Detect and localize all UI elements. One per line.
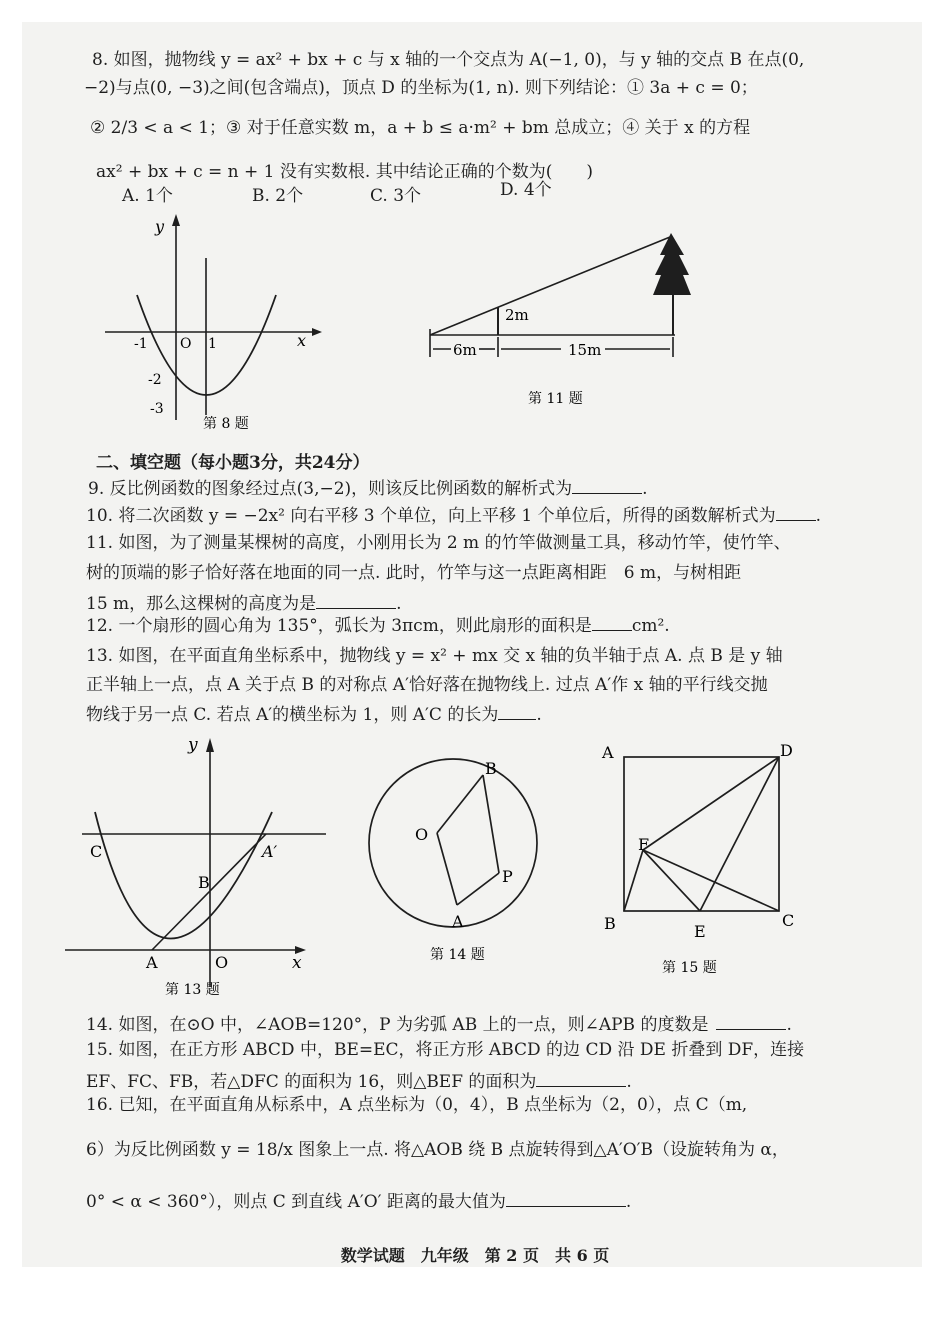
fig13-x-label: x [292, 953, 302, 973]
fig8-label-minus1: -1 [134, 336, 148, 352]
q13-line3-body: 物线于另一点 C. 若点 A′的横坐标为 1，则 A′C 的长为 [86, 705, 499, 725]
fig13-y-arrow [206, 738, 214, 752]
q13-line3: 物线于另一点 C. 若点 A′的横坐标为 1，则 A′C 的长为 . [86, 705, 542, 725]
fig14-chord-pa [457, 873, 499, 905]
q9-answer-blank [572, 477, 642, 494]
q10-body: 10. 将二次函数 y = −2x² 向右平移 3 个单位，向上平移 1 个单位后，所得的函数解析式为 [86, 506, 776, 526]
q13-answer-blank [498, 703, 536, 720]
fig13-label-b: B [198, 873, 210, 892]
q15-line2-body: EF、FC、FB，若△DFC 的面积为 16，则△BEF 的面积为 [86, 1072, 537, 1092]
fig15-label-c: C [782, 911, 795, 930]
fig11-far-label: 15m [568, 341, 602, 359]
fig14-caption: 第 14 题 [430, 947, 485, 963]
q12-answer-blank [592, 614, 632, 631]
q8-option-b: B. 2个 [252, 186, 304, 206]
q11-line3: 15 m，那么这棵树的高度为是 . [86, 594, 402, 614]
fig11-near-label: 6m [453, 341, 477, 359]
fig15-label-f: F [638, 835, 650, 854]
q11-line3-body: 15 m，那么这棵树的高度为是 [86, 594, 317, 614]
fig8-label-minus3: -3 [150, 401, 164, 417]
fig14-label-b: B [485, 759, 497, 778]
fig8-y-arrow [172, 214, 180, 226]
q15-line2: EF、FC、FB，若△DFC 的面积为 16，则△BEF 的面积为 . [86, 1072, 632, 1092]
fig8-label-origin: O [180, 336, 192, 352]
q16-line3-body: 0° < α < 360°），则点 C 到直线 A′O′ 距离的最大值为 [86, 1192, 506, 1212]
fig15-label-b: B [604, 914, 616, 933]
q11-line1: 11. 如图，为了测量某棵树的高度，小刚用长为 2 m 的竹竿做测量工具，移动竹竿，使竹竿、 [86, 533, 791, 553]
fig15-line-fc [643, 850, 779, 911]
figure-11-tree [425, 225, 705, 420]
fig11-caption: 第 11 题 [528, 391, 583, 407]
q14-answer-blank [716, 1013, 786, 1030]
fig14-label-o: O [415, 825, 429, 844]
fig14-radius-oa [437, 833, 457, 905]
fig15-square-abcd [624, 757, 779, 911]
figure-14-circle [355, 755, 555, 970]
fig13-parabola-curve [95, 812, 272, 939]
q15-answer-blank [536, 1070, 626, 1087]
fig8-caption: 第 8 题 [203, 416, 249, 432]
q14-body: 14. 如图，在⊙O 中，∠AOB=120°，P 为劣弧 AB 上的一点，则∠APB 的度数是 [86, 1015, 709, 1035]
fig8-y-label: y [155, 217, 165, 236]
fig8-x-arrow [312, 328, 322, 336]
q9-text: 9. 反比例函数的图象经过点(3,−2)，则该反比例函数的解析式为 . [88, 479, 648, 499]
fig13-label-aprime: A′ [262, 842, 278, 861]
fig15-line-de [700, 757, 779, 911]
q8-line2: −2)与点(0, −3)之间(包含端点)，顶点 D 的坐标为(1, n). 则下列结论：① 3a + c = 0； [84, 78, 758, 98]
q10-answer-blank [776, 504, 816, 521]
q8-option-d: D. 4个 [500, 180, 552, 200]
fig13-caption: 第 13 题 [165, 982, 220, 998]
q8-line4: ax² + bx + c = n + 1 没有实数根. 其中结论正确的个数为( ) [96, 162, 593, 182]
q13-line1: 13. 如图，在平面直角坐标系中，抛物线 y = x² + mx 交 x 轴的负半轴于点 A. 点 B 是 y 轴 [86, 646, 783, 666]
q15-line1: 15. 如图，在正方形 ABCD 中，BE=EC，将正方形 ABCD 的边 CD 沿 DE 折叠到 DF，连接 [86, 1040, 805, 1060]
q16-answer-blank [506, 1190, 626, 1207]
fig15-line-fd [643, 757, 779, 850]
q16-line2: 6）为反比例函数 y = 18/x 图象上一点. 将△AOB 绕 B 点旋转得到△A′O′B（设旋转角为 α， [86, 1140, 789, 1160]
fig13-label-o: O [215, 953, 229, 972]
q8-option-a: A. 1个 [122, 186, 173, 206]
section-2-heading: 二、填空题（每小题3分，共24分） [96, 453, 370, 473]
fig15-label-a: A [602, 743, 614, 762]
q12-unit: cm². [631, 616, 670, 636]
q11-line2: 树的顶端的影子恰好落在地面的同一点. 此时，竹竿与这一点距离相距 6 m，与树相距 [86, 563, 742, 583]
fig8-label-one: 1 [208, 336, 217, 352]
fig8-x-label: x [297, 331, 307, 350]
figure-15-square [598, 740, 813, 980]
fig13-line-aa [152, 834, 266, 950]
q14-text: 14. 如图，在⊙O 中，∠AOB=120°，P 为劣弧 AB 上的一点，则∠APB 的度数是 . [86, 1015, 792, 1035]
fig14-radius-ob [437, 775, 483, 833]
fig13-label-c: C [90, 842, 103, 861]
fig14-label-p: P [502, 867, 513, 886]
q16-line1: 16. 已知，在平面直角从标系中，A 点坐标为（0，4），B 点坐标为（2，0），点 C（m, [86, 1095, 748, 1115]
q12-body: 12. 一个扇形的圆心角为 135°，弧长为 3πcm，则此扇形的面积是 [86, 616, 592, 636]
fig11-sight-line [430, 237, 670, 335]
figure-8-parabola [100, 210, 330, 435]
fig14-label-a: A [452, 912, 464, 931]
q16-line3: 0° < α < 360°），则点 C 到直线 A′O′ 距离的最大值为 . [86, 1192, 632, 1212]
fig14-circle-o [369, 759, 537, 927]
fig13-y-label: y [188, 735, 198, 755]
fig11-pole-label: 2m [505, 306, 529, 324]
fig15-label-e: E [694, 922, 706, 941]
q8-line3: ② 2/3 < a < 1；③ 对于任意实数 m，a + b ≤ a·m² + bm 总成立；④ 关于 x 的方程 [90, 118, 751, 138]
fig15-caption: 第 15 题 [662, 960, 717, 976]
fig8-label-minus2: -2 [148, 372, 162, 388]
figure-13-parabola [60, 732, 340, 1002]
fig15-label-d: D [780, 741, 793, 760]
fig15-line-fe [643, 850, 700, 911]
fig13-label-a: A [146, 953, 158, 972]
page-footer: 数学试题 九年级 第 2 页 共 6 页 [340, 1246, 610, 1265]
q12-text [86, 614, 670, 636]
q9-body: 9. 反比例函数的图象经过点(3,−2)，则该反比例函数的解析式为 [88, 479, 573, 499]
q10-text: 10. 将二次函数 y = −2x² 向右平移 3 个单位，向上平移 1 个单位后，所得的函数解析式为 . [86, 506, 822, 526]
fig15-line-fb [624, 850, 643, 911]
q8-line1: 8. 如图，抛物线 y = ax² + bx + c 与 x 轴的一个交点为 A(−1, 0)，与 y 轴的交点 B 在点(0, [92, 50, 805, 70]
fig14-chord-bp [483, 775, 499, 873]
q13-line2: 正半轴上一点，点 A 关于点 B 的对称点 A′恰好落在抛物线上. 过点 A′作 x 轴的平行线交抛 [86, 675, 768, 695]
q8-option-c: C. 3个 [370, 186, 422, 206]
q11-answer-blank [316, 592, 396, 609]
